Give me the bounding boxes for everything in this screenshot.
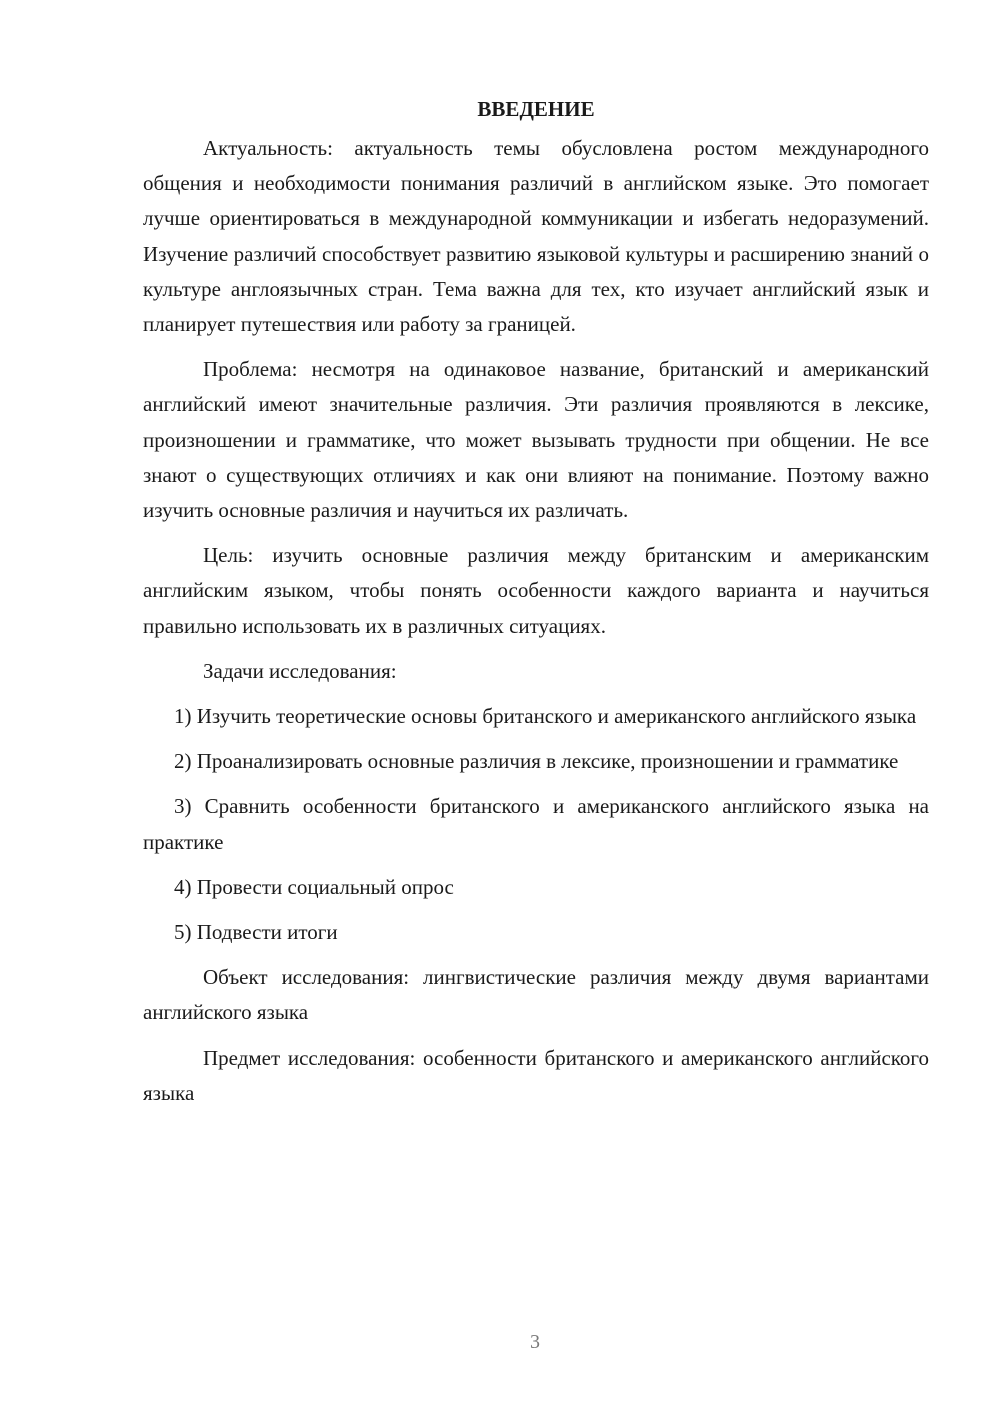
task-item-3: 3) Сравнить особенности британского и американского английского языка на практике [143, 794, 929, 854]
paragraph-subject: Предмет исследования: особенности британского и американского английского языка [143, 1045, 929, 1105]
paragraph-goal: Цель: изучить основные различия между британским и американским английским языком, чтобы понять особенности каждого варианта и научиться правильно использовать их в различных ситуациях. [143, 543, 929, 638]
task-item-4: 4) Провести социальный опрос [174, 874, 454, 899]
task-item-2: 2) Проанализировать основные различия в лексике, произношении и грамматике [174, 749, 899, 774]
page-number: 3 [530, 1331, 540, 1353]
paragraph-tasks-heading: Задачи исследования: [203, 658, 397, 683]
document-page [143, 92, 929, 1121]
paragraph-problem: Проблема: несмотря на одинаковое название, британский и американский английский имеют значительные различия. Эти различия проявляются в лексике, произношении и грамматике, что может вызывать трудности при общении. Не все знают о существующих отличиях и как они влияют на понимание. Поэтому важно изучить основные различия и научиться их различать. [143, 357, 929, 523]
paragraph-relevance: Актуальность: актуальность темы обусловлена ростом международного общения и необходимости понимания различий в английском языке. Это помогает лучше ориентироваться в международной коммуникации и избегать недоразумений. Изучение различий способствует развитию языковой культуры и расширению знаний о культуре англоязычных стран. Тема важна для тех, кто изучает английский язык и планирует путешествия или работу за границей. [143, 136, 929, 337]
task-item-5: 5) Подвести итоги [174, 920, 338, 945]
paragraph-object: Объект исследования: лингвистические различия между двумя вариантами английского языка [143, 965, 929, 1025]
section-title: ВВЕДЕНИЕ [477, 97, 595, 121]
task-item-1: 1) Изучить теоретические основы британского и американского английского языка [174, 704, 917, 729]
